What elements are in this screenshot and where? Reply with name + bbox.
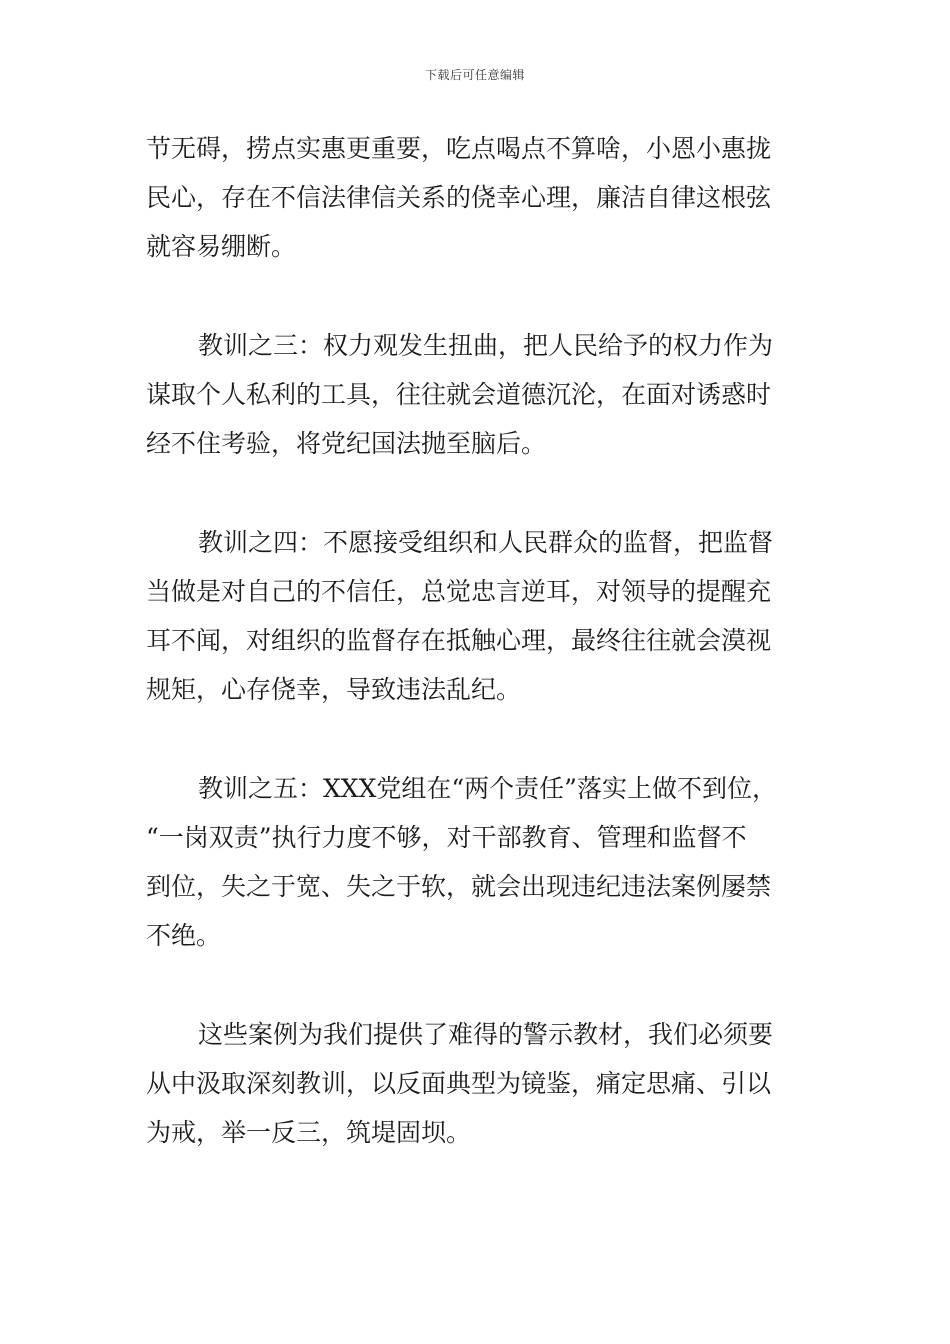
document-body bbox=[146, 124, 806, 1157]
paragraph-lesson-three bbox=[146, 321, 806, 468]
paragraph-line: 当做是对自己的不信任，总觉忠言逆耳，对领导的提醒充 bbox=[146, 577, 772, 606]
paragraph-lesson-five bbox=[146, 764, 806, 960]
paragraph-line: 谋取个人私利的工具，往往就会道德沉沦，在面对诱惑时 bbox=[146, 380, 772, 409]
paragraph-continuation bbox=[146, 124, 806, 271]
paragraph-line: 就容易绷断。 bbox=[146, 232, 297, 261]
paragraph-line: 教训之五：XXX党组在“两个责任”落实上做不到位， bbox=[198, 774, 777, 803]
paragraph-line: 经不住考验，将党纪国法抛至脑后。 bbox=[146, 429, 547, 458]
paragraph-line: 到位，失之于宽、失之于软，就会出现违纪违法案例屡禁 bbox=[146, 872, 772, 901]
paragraph-line: 教训之四：不愿接受组织和人民群众的监督，把监督 bbox=[198, 528, 774, 557]
paragraph-line: 从中汲取深刻教训，以反面典型为镜鉴，痛定思痛、引以 bbox=[146, 1069, 772, 1098]
paragraph-line: 耳不闻，对组织的监督存在抵触心理，最终往往就会漠视 bbox=[146, 626, 772, 655]
paragraph-lesson-four bbox=[146, 518, 806, 714]
paragraph-line: 规矩，心存侥幸，导致违法乱纪。 bbox=[146, 675, 522, 704]
paragraph-line: 为戒，举一反三，筑堤固坝。 bbox=[146, 1118, 472, 1147]
paragraph-line: 节无碍，捞点实惠更重要，吃点喝点不算啥，小恩小惠拢 bbox=[146, 134, 772, 163]
page-header: 下载后可任意编辑 bbox=[424, 68, 525, 82]
paragraph-line: 教训之三：权力观发生扭曲，把人民给予的权力作为 bbox=[198, 331, 774, 360]
paragraph-conclusion bbox=[146, 1010, 806, 1157]
paragraph-line: 不绝。 bbox=[146, 921, 222, 950]
paragraph-line: 这些案例为我们提供了难得的警示教材，我们必须要 bbox=[198, 1020, 774, 1049]
paragraph-line: 民心，存在不信法律信关系的侥幸心理，廉洁自律这根弦 bbox=[146, 183, 772, 212]
paragraph-line: “一岗双责”执行力度不够，对干部教育、管理和监督不 bbox=[146, 823, 747, 852]
